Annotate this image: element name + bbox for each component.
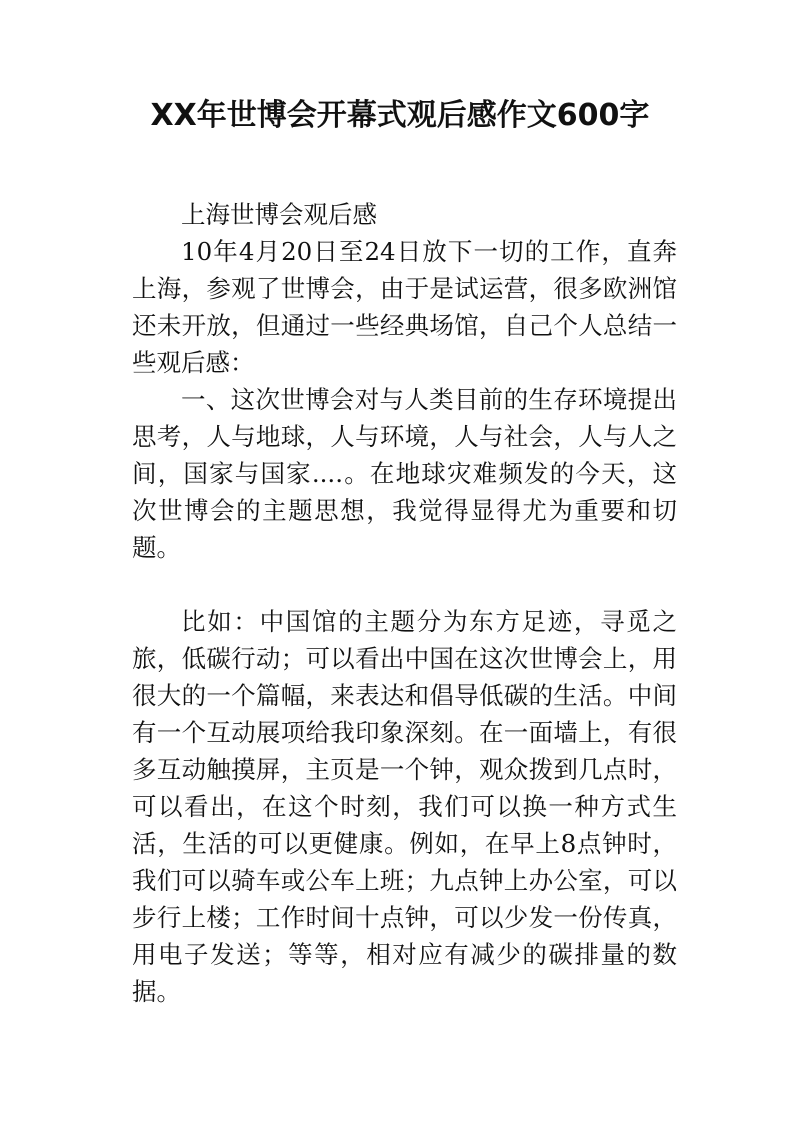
document-body (132, 196, 677, 1010)
paragraph-heading: 上海世博会观后感 (181, 200, 377, 229)
document-title: XX年世博会开幕式观后感作文600字 (150, 98, 650, 133)
paragraph-example: 比如：中国馆的主题分为东方足迹，寻觅之旅，低碳行动；可以看出中国在这次世博会上，用很大的一个篇幅，来表达和倡导低碳的生活。中间有一个互动展项给我印象深刻。在一面墙上，有很多互动触摸屏，主页是一个钟，观众拨到几点时，可以看出，在这个时刻，我们可以换一种方式生活，生活的可以更健康。例如，在早上8点钟时，我们可以骑车或公车上班；九点钟上办公室，可以步行上楼；工作时间十点钟，可以少发一份传真，用电子发送；等等，相对应有减少的碳排量的数据。 (132, 607, 677, 1006)
paragraph-intro: 10年4月20日至24日放下一切的工作，直奔上海，参观了世博会，由于是试运营，很多欧洲馆还未开放，但通过一些经典场馆，自己个人总结一些观后感： (132, 237, 677, 377)
paragraph-point-one: 一、这次世博会对与人类目前的生存环境提出思考，人与地球，人与环境，人与社会，人与人之间，国家与国家....。在地球灾难频发的今天，这次世博会的主题思想，我觉得显得尤为重要和切题。 (132, 385, 677, 562)
